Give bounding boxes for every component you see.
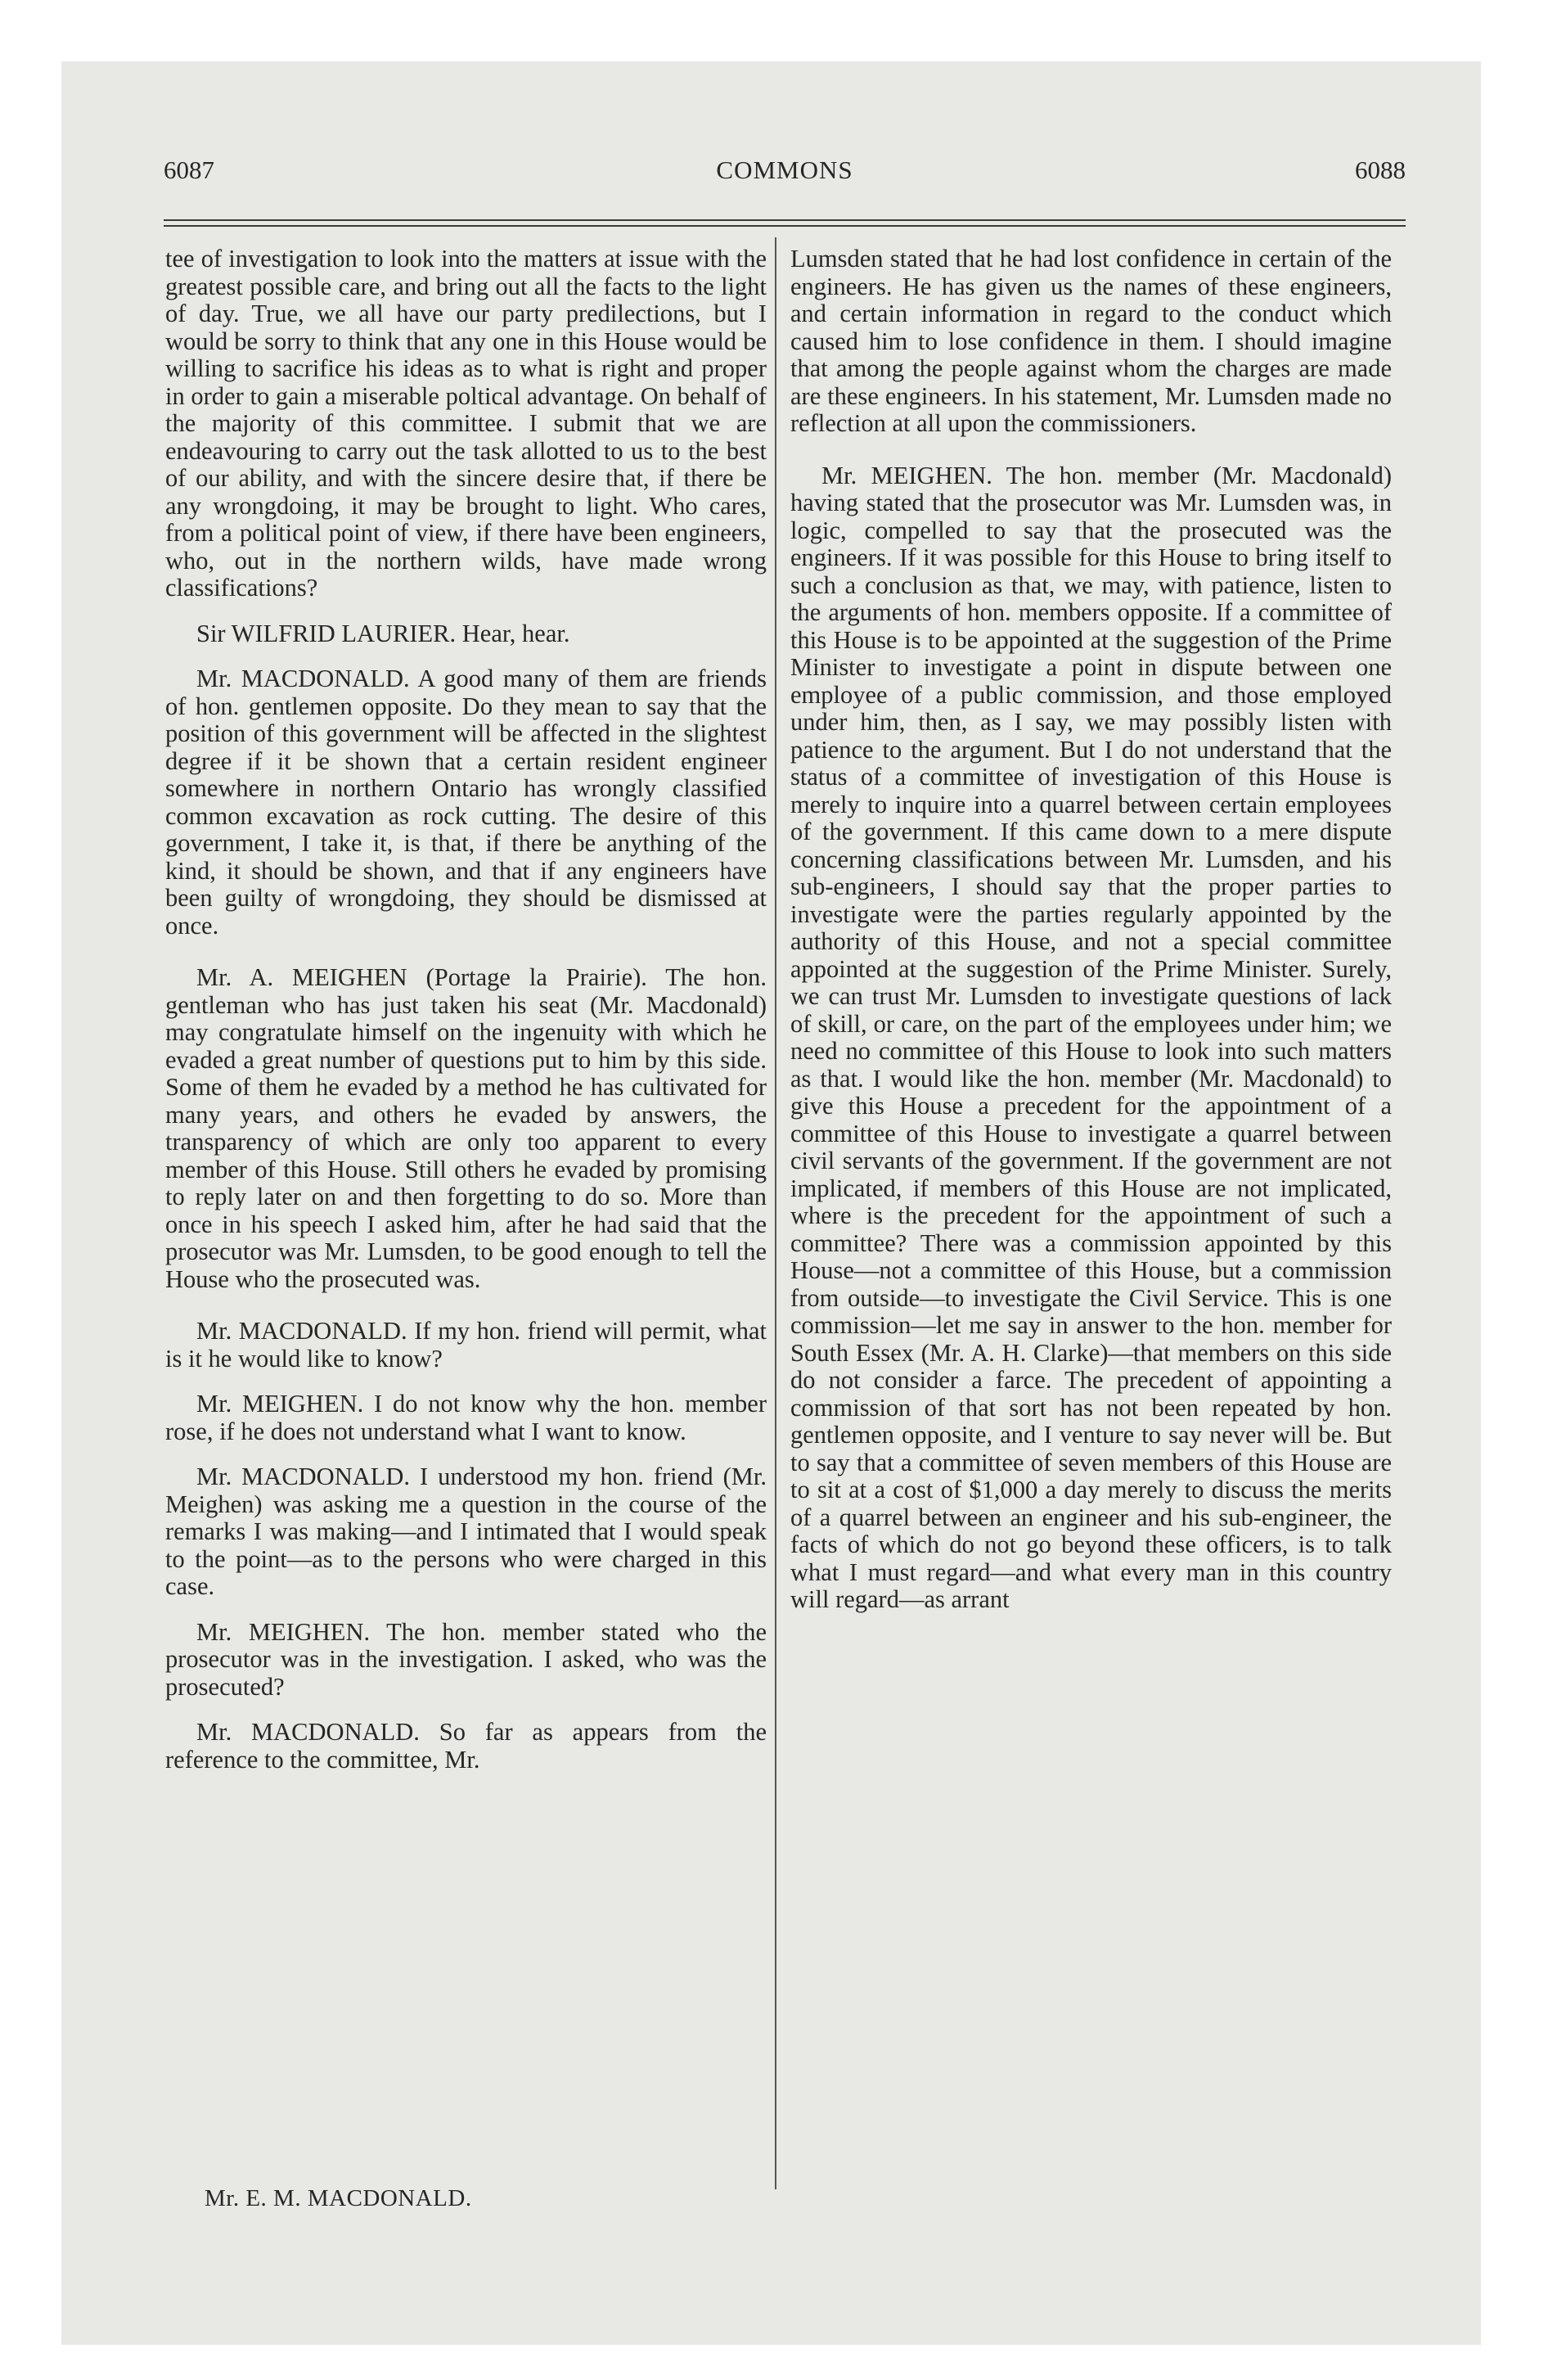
page-header	[164, 156, 1406, 193]
paragraph: Mr. MACDONALD. I understood my hon. friend (Mr. Meighen) was asking me a question in the course of the remarks I was making—and I intimated that I would speak to the point—as to the persons who were charged in this case.	[165, 1463, 767, 1600]
paragraph: Mr. MACDONALD. If my hon. friend will permit, what is it he would like to know?	[165, 1317, 767, 1373]
left-column	[165, 246, 767, 1774]
paragraph: Mr. MACDONALD. So far as appears from the reference to the committee, Mr.	[165, 1718, 767, 1774]
paragraph: Mr. MEIGHEN. The hon. member (Mr. Macdonald) having stated that the prosecutor was Mr. Lumsden was, in logic, compelled to say that the prosecuted was the engineers. If it was possible for this House to bring itself to such a conclusion as that, we may, with patience, listen to the arguments of hon. members opposite. If a committee of this House is to be appointed at the suggestion of the Prime Minister to investigate a point in dispute between one employee of a public commission, and those employed under him, then, as I say, we may possibly listen with patience to the argument. But I do not understand that the status of a committee of investigation of this House is merely to inquire into a quarrel between certain employees of the government. If this came down to a mere dispute concerning classifications between Mr. Lumsden, and his sub-engineers, I should say that the proper parties to investigate were the parties regularly appointed by the authority of this House, and not a special committee appointed at the suggestion of the Prime Minister. Surely, we can trust Mr. Lumsden to investigate questions of lack of skill, or care, on the part of the employees under him; we need no committee of this House to look into such matters as that. I would like the hon. member (Mr. Macdonald) to give this House a precedent for the appointment of a committee of this House to investigate a quarrel between civil servants of the government. If the government are not implicated, if members of this House are not implicated, where is the precedent for the appointment of such a committee? There was a commission appointed by this House—not a committee of this House, but a commission from outside—to investigate the Civil Service. This is one commission—let me say in answer to the hon. member for South Essex (Mr. A. H. Clarke)—that members on this side do not consider a farce. The precedent of appointing a commission of that sort has not been repeated by hon. gentlemen opposite, and I venture to say never will be. But to say that a committee of seven members of this House are to sit at a cost of $1,000 a day merely to discuss the merits of a quarrel between an engineer and his sub-engineer, the facts of which do not go beyond these officers, is to talk what I must regard—and what every man in this country will regard—as arrant	[790, 461, 1392, 1613]
header-rule-top	[164, 219, 1406, 221]
column-divider	[775, 237, 776, 2189]
paragraph: Mr. MACDONALD. A good many of them are friends of hon. gentlemen opposite. Do they mean to say that the position of this government will be affected in the slightest degree if it be shown that a certain resident engineer somewhere in northern Ontario has wrongly classified common excavation as rock cutting. The desire of this government, I take it, is that, if there be anything of the kind, it should be shown, and that if any engineers have been guilty of wrongdoing, they should be dismissed at once.	[165, 665, 767, 940]
running-head: COMMONS	[716, 156, 853, 184]
right-column	[790, 246, 1392, 1614]
paragraph: Mr. MEIGHEN. The hon. member stated who the prosecutor was in the investigation. I asked, who was the prosecuted?	[165, 1617, 767, 1701]
page-number-left: 6087	[164, 156, 214, 184]
page-number-right: 6088	[1355, 156, 1406, 184]
paragraph: Sir WILFRID LAURIER. Hear, hear.	[196, 619, 570, 647]
footer-speaker-name: Mr. E. M. MACDONALD.	[205, 2185, 472, 2211]
paragraph: Lumsden stated that he had lost confidence in certain of the engineers. He has given us the names of these engineers, and certain information in regard to the conduct which caused him to lose confidence in them. I should imagine that among the people against whom the charges are made are these engineers. In his statement, Mr. Lumsden made no reflection at all upon the commissioners.	[790, 245, 1392, 437]
paragraph: Mr. A. MEIGHEN (Portage la Prairie). The hon. gentleman who has just taken his seat (Mr. Macdonald) may congratulate himself on the ingenuity with which he evaded a great number of questions put to him by this side. Some of them he evaded by a method he has cultivated for many years, and others he evaded by answers, the transparency of which are only too apparent to every member of this House. Still others he evaded by promising to reply later on and then forgetting to do so. More than once in his speech I asked him, after he had said that the prosecutor was Mr. Lumsden, to be good enough to tell the House who the prosecuted was.	[165, 963, 767, 1293]
paragraph: tee of investigation to look into the matters at issue with the greatest possible care, and bring out all the facts to the light of day. True, we all have our party predilections, but I would be sorry to think that any one in this House would be willing to sacrifice his ideas as to what is right and proper in order to gain a miserable poltical advantage. On behalf of the majority of this committee. I submit that we are endeavouring to carry out the task allotted to us to the best of our ability, and with the sincere desire that, if there be any wrongdoing, it may be brought to light. Who cares, from a political point of view, if there have been engineers, who, out in the northern wilds, have made wrong classifications?	[165, 245, 767, 602]
header-rule-bottom	[164, 225, 1406, 227]
paragraph: Mr. MEIGHEN. I do not know why the hon. member rose, if he does not understand what I want to know.	[165, 1390, 767, 1445]
